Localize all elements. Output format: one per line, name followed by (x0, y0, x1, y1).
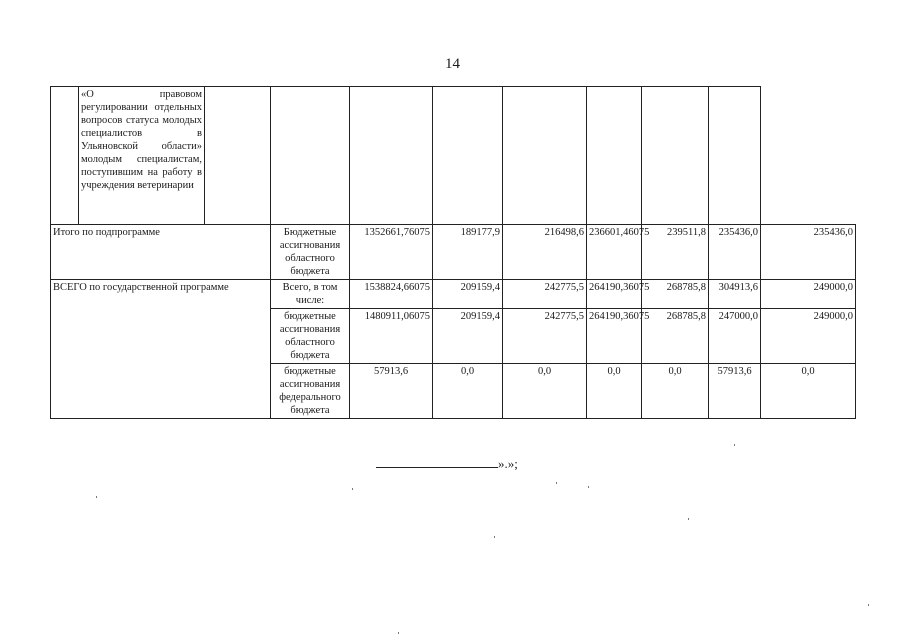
value-cell: 0,0 (642, 364, 709, 419)
program-total-label: ВСЕГО по государственной программе (51, 280, 271, 419)
federal-budget-source: бюджетные ассигнования федерального бюджета (271, 364, 350, 419)
empty-cell (503, 87, 587, 225)
empty-cell (271, 87, 350, 225)
program-name-cell: «О правовом регулировании отдельных вопросов статуса молодых специалистов в Ульяновской области» молодым специалистам, поступившим на работу в учреждения ветеринарии (79, 87, 205, 225)
value-cell: 57913,6 (350, 364, 433, 419)
scan-speck (556, 482, 557, 484)
table-row-program-name (51, 87, 856, 225)
closing-line (376, 456, 518, 472)
value-cell: 264190,36075 (587, 309, 642, 364)
budget-table (50, 86, 856, 419)
program-total-source: Всего, в том числе: (271, 280, 350, 309)
regional-budget-source: бюджетные ассигнования областного бюджета (271, 309, 350, 364)
value-cell: 1480911,06075 (350, 309, 433, 364)
closing-mark: ».»; (498, 456, 518, 471)
value-cell: 247000,0 (709, 309, 761, 364)
scan-speck (588, 486, 589, 488)
scan-speck (734, 444, 735, 446)
page-number: 14 (445, 56, 460, 72)
value-cell: 268785,8 (642, 280, 709, 309)
scan-speck (96, 496, 97, 498)
value-cell: 239511,8 (642, 225, 709, 280)
subprogram-total-label: Итого по подпрограмме (51, 225, 271, 280)
subprogram-total-source: Бюджетные ассигнования областного бюджета (271, 225, 350, 280)
value-cell: 249000,0 (761, 309, 856, 364)
value-cell: 235436,0 (761, 225, 856, 280)
value-cell: 242775,5 (503, 280, 587, 309)
value-cell: 235436,0 (709, 225, 761, 280)
scan-speck (494, 536, 495, 538)
empty-cell (587, 87, 642, 225)
value-cell: 0,0 (503, 364, 587, 419)
empty-cell (642, 87, 709, 225)
value-cell: 304913,6 (709, 280, 761, 309)
value-cell: 1352661,76075 (350, 225, 433, 280)
empty-cell (350, 87, 433, 225)
value-cell: 268785,8 (642, 309, 709, 364)
signature-rule (376, 456, 498, 468)
value-cell: 236601,46075 (587, 225, 642, 280)
value-cell: 216498,6 (503, 225, 587, 280)
empty-cell (205, 87, 271, 225)
table-row-subprogram-total (51, 225, 856, 280)
value-cell: 242775,5 (503, 309, 587, 364)
scan-speck (868, 604, 869, 606)
scan-speck (688, 518, 689, 520)
table-row-program-total (51, 280, 856, 309)
value-cell: 249000,0 (761, 280, 856, 309)
value-cell: 1538824,66075 (350, 280, 433, 309)
scan-speck (352, 488, 353, 490)
empty-cell (433, 87, 503, 225)
value-cell: 209159,4 (433, 309, 503, 364)
value-cell: 57913,6 (709, 364, 761, 419)
value-cell: 209159,4 (433, 280, 503, 309)
value-cell: 0,0 (761, 364, 856, 419)
value-cell: 189177,9 (433, 225, 503, 280)
value-cell: 0,0 (587, 364, 642, 419)
value-cell: 0,0 (433, 364, 503, 419)
index-cell (51, 87, 79, 225)
empty-cell (709, 87, 761, 225)
scan-speck (398, 632, 399, 634)
value-cell: 264190,36075 (587, 280, 642, 309)
